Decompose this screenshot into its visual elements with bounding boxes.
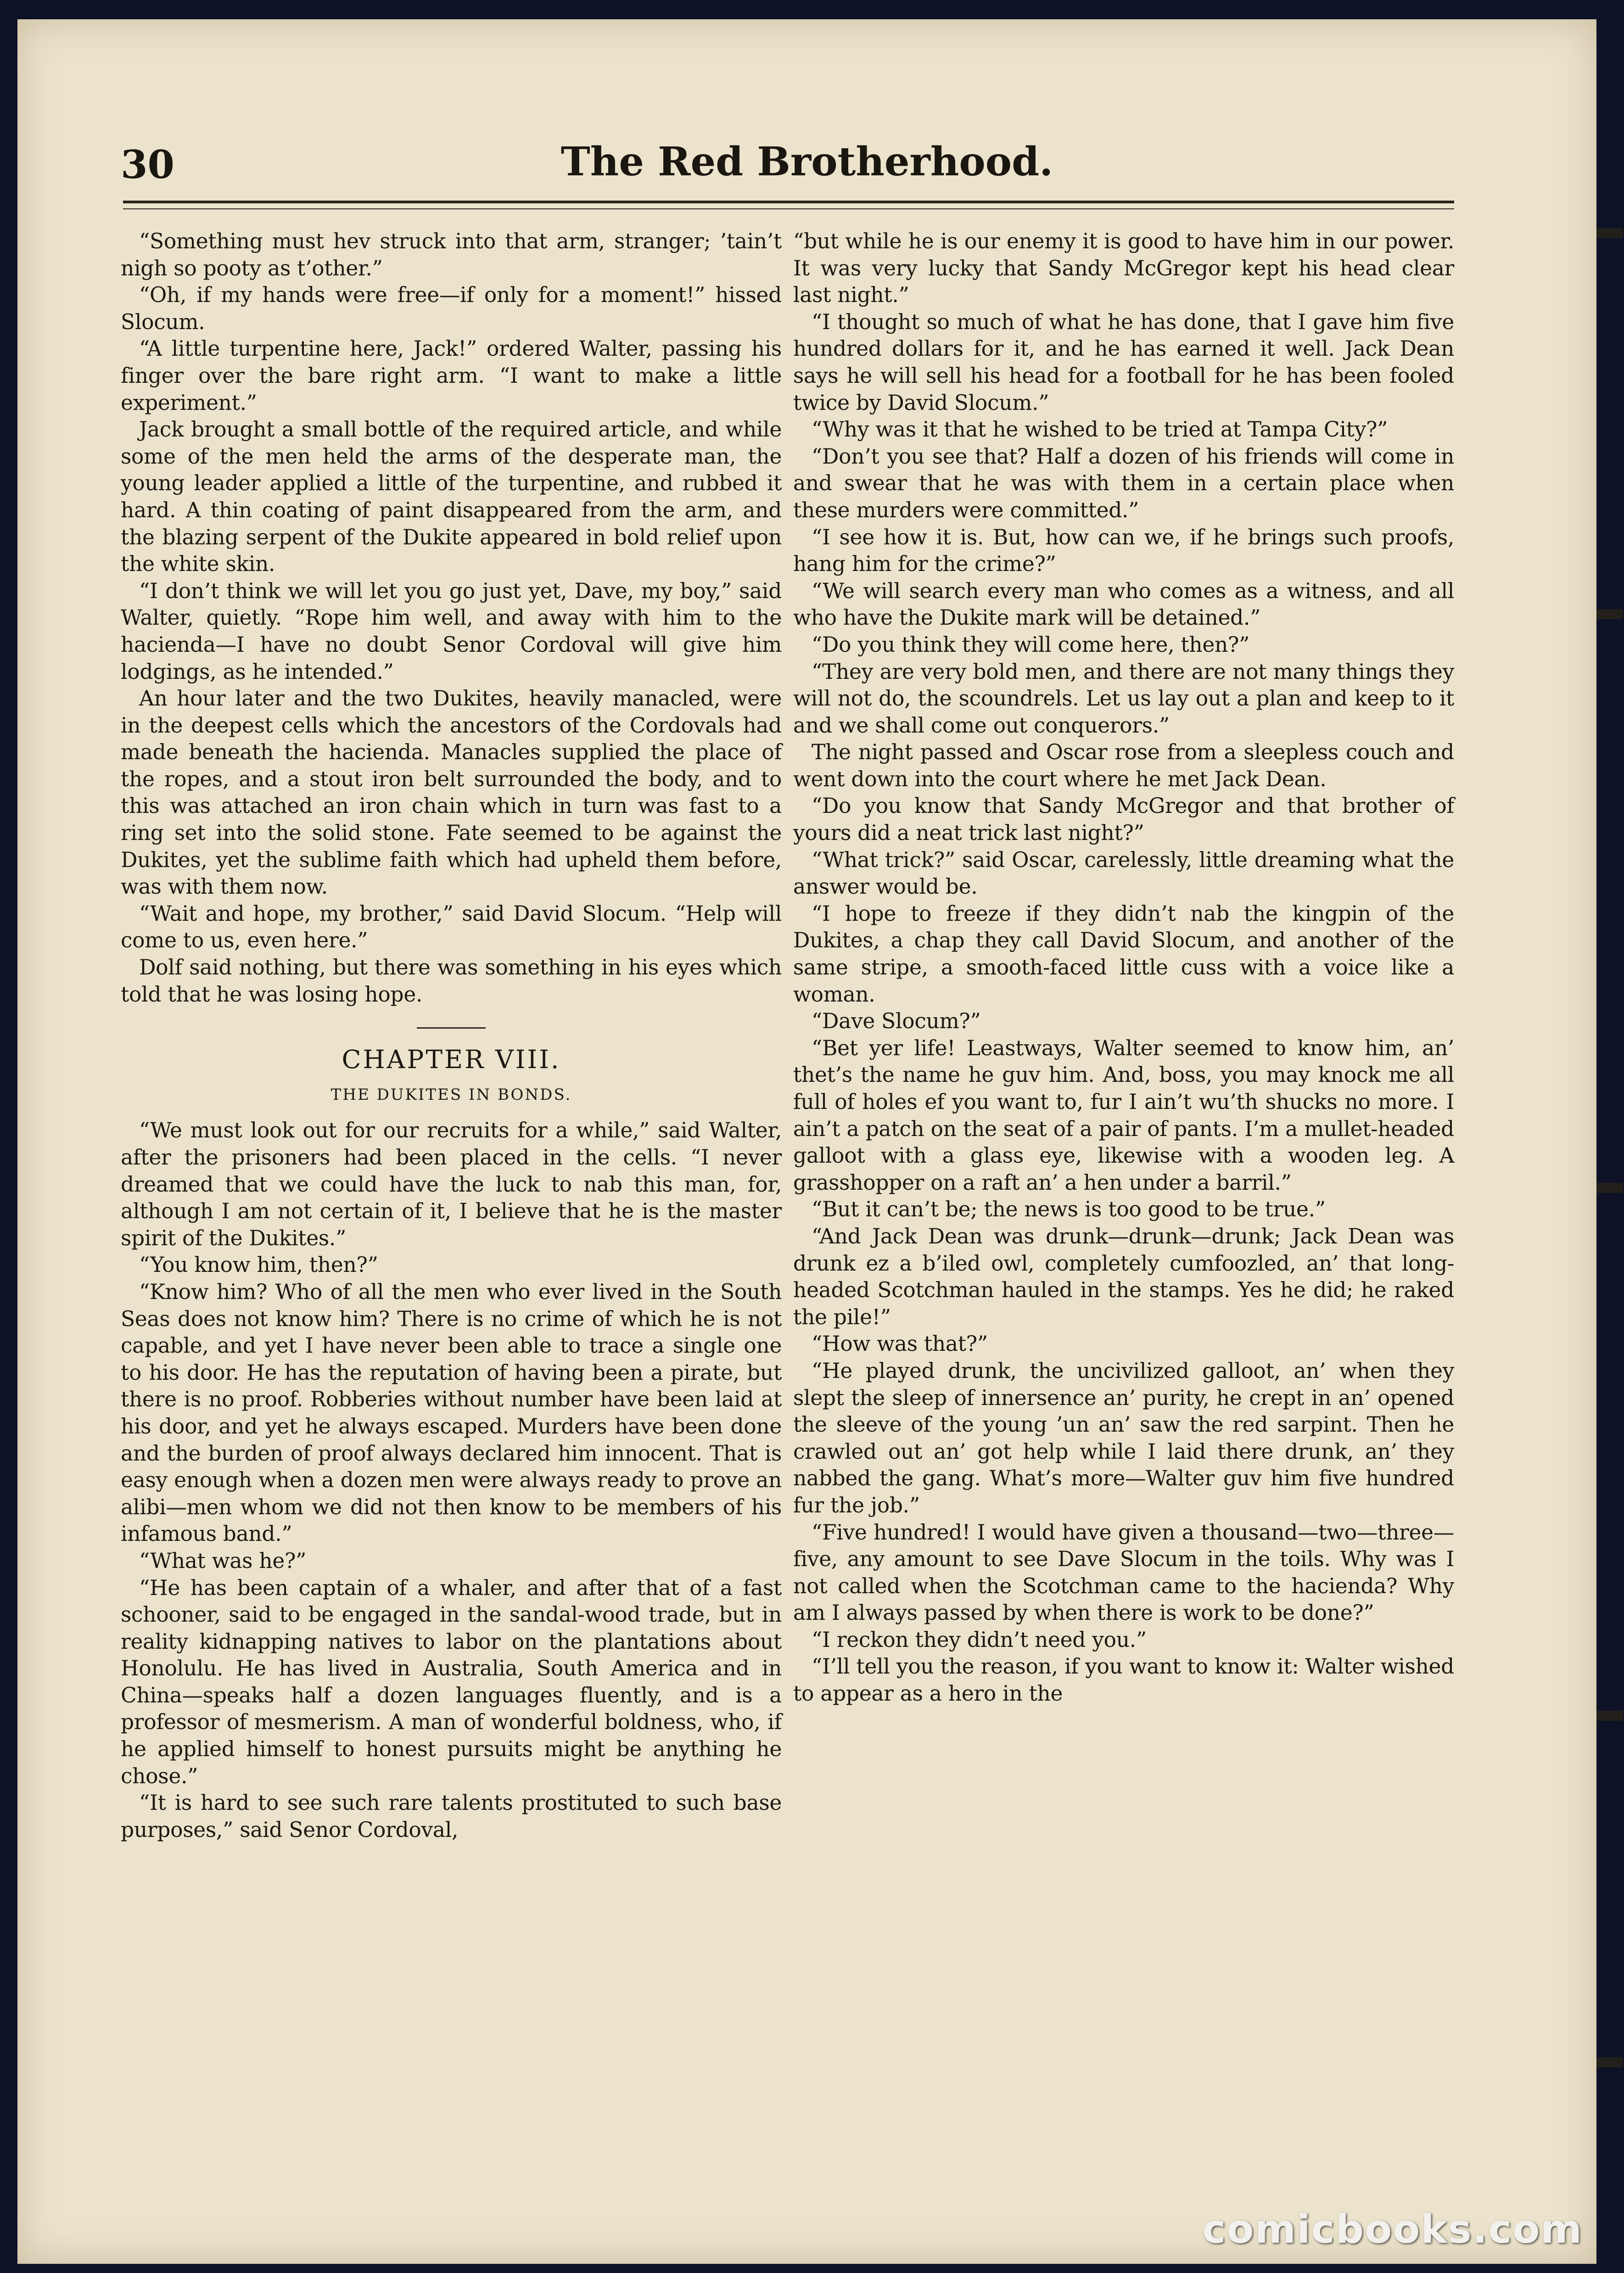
header-rule-thin xyxy=(123,208,1454,209)
paragraph: “We will search every man who comes as a witness, and all who have the Dukite mark will be detained.” xyxy=(793,578,1454,630)
paragraph: “but while he is our enemy it is good to have him in our power. It was very lucky that Sandy McGregor kept his head clear last night.” xyxy=(793,229,1454,308)
paragraph: “How was that?” xyxy=(812,1332,988,1356)
paragraph: “You know him, then?” xyxy=(139,1253,378,1277)
paragraph: “I thought so much of what he has done, that I gave him five hundred dollars for it, and he has earned it well. Jack Dean says he will sell his head for a football for he has been fooled twice by David Slocum.” xyxy=(793,309,1454,415)
paragraph: “But it can’t be; the news is too good to be true.” xyxy=(812,1197,1326,1222)
paragraph: “He has been captain of a whaler, and after that of a fast schooner, said to be engaged in the sandal-wood trade, but in reality kidnapping natives to labor on the plantations about Honolulu. He has lived in Australia, South America and in China—speaks half a dozen languages fluently, and is a professor of mesmerism. A man of wonderful boldness, who, if he applied himself to honest pursuits might be anything he chose.” xyxy=(121,1575,782,1788)
paragraph: “Dave Slocum?” xyxy=(812,1009,981,1034)
binding-staple-mark xyxy=(1596,228,1623,238)
paragraph: The night passed and Oscar rose from a sleepless couch and went down into the court where he met Jack Dean. xyxy=(793,740,1454,791)
paragraph: “Something must hev struck into that arm, stranger; ’tain’t nigh so pooty as t’other.” xyxy=(121,229,782,280)
binding-staple-mark xyxy=(1596,2057,1623,2067)
right-column xyxy=(793,228,1454,1708)
paragraph: An hour later and the two Dukites, heavily manacled, were in the deepest cells which the ancestors of the Cordovals had made beneath the hacienda. Manacles supplied the place of the ropes, and a stout iron belt surrounded the body, and to this was attached an iron chain which in turn was fast to a ring set into the solid stone. Fate seemed to be against the Dukites, yet the sublime faith which had upheld them before, was with them now. xyxy=(121,686,782,899)
header-rule xyxy=(123,201,1454,203)
paragraph: “A little turpentine here, Jack!” ordered Walter, passing his finger over the bare right arm. “I want to make a little experiment.” xyxy=(121,336,782,415)
paragraph: “And Jack Dean was drunk—drunk—drunk; Jack Dean was drunk ez a b’iled owl, completely cumfoozled, an’ that long-headed Scotchman hauled in the stamps. Yes he did; he raked the pile!” xyxy=(793,1224,1454,1329)
paragraph: Jack brought a small bottle of the required article, and while some of the men held the arms of the desperate man, the young leader applied a little of the turpentine, and rubbed it hard. A thin coating of paint disappeared from the arm, and the blazing serpent of the Dukite appeared in bold relief upon the white skin. xyxy=(121,417,782,577)
paragraph: “I’ll tell you the reason, if you want to know it: Walter wished to appear as a hero in the xyxy=(793,1654,1454,1706)
watermark-text: comicbooks.com xyxy=(1202,2206,1583,2252)
paragraph: “It is hard to see such rare talents prostituted to such base purposes,” said Senor Cordoval, xyxy=(121,1791,782,1842)
paragraph: “Don’t you see that? Half a dozen of his friends will come in and swear that he was with them in a certain place when these murders were committed.” xyxy=(793,444,1454,522)
magazine-page xyxy=(17,19,1596,2264)
paragraph: “They are very bold men, and there are not many things they will not do, the scoundrels. Let us lay out a plan and keep to it and we shall come out conquerors.” xyxy=(793,659,1454,738)
page-number: 30 xyxy=(121,142,174,187)
binding-staple-mark xyxy=(1596,1711,1623,1721)
paragraph: “I see how it is. But, how can we, if he brings such proofs, hang him for the crime?” xyxy=(793,525,1454,577)
paragraph: “I don’t think we will let you go just yet, Dave, my boy,” said Walter, quietly. “Rope him well, and away with him to the hacienda—I have no doubt Senor Cordoval will give him lodgings, as he intended.” xyxy=(121,578,782,684)
paragraph: “I reckon they didn’t need you.” xyxy=(812,1627,1147,1652)
paragraph: “We must look out for our recruits for a while,” said Walter, after the prisoners had been placed in the cells. “I never dreamed that we could have the luck to nab this man, for, although I am not certain of it, I believe that he is the master spirit of the Dukites.” xyxy=(121,1118,782,1250)
paragraph: “Wait and hope, my brother,” said David Slocum. “Help will come to us, even here.” xyxy=(121,901,782,953)
paragraph: “Oh, if my hands were free—if only for a moment!” hissed Slocum. xyxy=(121,283,782,334)
paragraph: “What trick?” said Oscar, carelessly, little dreaming what the answer would be. xyxy=(793,847,1454,899)
paragraph: “What was he?” xyxy=(139,1548,307,1573)
left-column xyxy=(121,228,782,1843)
chapter-title: CHAPTER VIII. xyxy=(342,1045,561,1075)
paragraph: “Know him? Who of all the men who ever lived in the South Seas does not know him? There is no crime of which he is not capable, and yet I have never been able to trace a single one to his door. He has the reputation of having been a pirate, but there is no proof. Robberies without number have been laid at his door, and yet he always escaped. Murders have been done and the burden of proof always declared him innocent. That is easy enough when a dozen men were always ready to prove an alibi—men whom we did not then know to be members of his infamous band.” xyxy=(121,1279,782,1546)
paragraph: Dolf said nothing, but there was something in his eyes which told that he was losing hope. xyxy=(121,955,782,1007)
binding-staple-mark xyxy=(1596,1183,1623,1193)
chapter-subtitle: THE DUKITES IN BONDS. xyxy=(330,1085,572,1104)
paragraph: “Do you think they will come here, then?” xyxy=(812,632,1250,657)
running-title: The Red Brotherhood. xyxy=(560,139,1053,185)
paragraph: “Why was it that he wished to be tried at Tampa City?” xyxy=(812,417,1388,442)
binding-staple-mark xyxy=(1596,609,1623,619)
paragraph: “Do you know that Sandy McGregor and that brother of yours did a neat trick last night?” xyxy=(793,794,1454,845)
chapter-divider xyxy=(417,1027,486,1029)
paragraph: “I hope to freeze if they didn’t nab the kingpin of the Dukites, a chap they call David Slocum, and another of the same stripe, a smooth-faced little cuss with a voice like a woman. xyxy=(793,901,1454,1007)
paragraph: “Five hundred! I would have given a thousand—two—three—five, any amount to see Dave Slocum in the toils. Why was I not called when the Scotchman came to the hacienda? Why am I always passed by when there is work to be done?” xyxy=(793,1520,1454,1625)
paragraph: “He played drunk, the uncivilized galloot, an’ when they slept the sleep of innersence an’ purity, he crept in an’ opened the sleeve of the young ’un an’ saw the red sarpint. Then he crawled out an’ got help while I laid there drunk, an’ they nabbed the gang. What’s more—Walter guv him five hundred fur the job.” xyxy=(793,1358,1454,1517)
paragraph: “Bet yer life! Leastways, Walter seemed to know him, an’ thet’s the name he guv him. And, boss, you may knock me all full of holes ef you want to, fur I ain’t wu’th shucks no more. I ain’t a patch on the seat of a pair of pants. I’m a mullet-headed galloot with a glass eye, likewise with a wooden leg. A grasshopper on a raft an’ a hen under a barril.” xyxy=(793,1036,1454,1195)
